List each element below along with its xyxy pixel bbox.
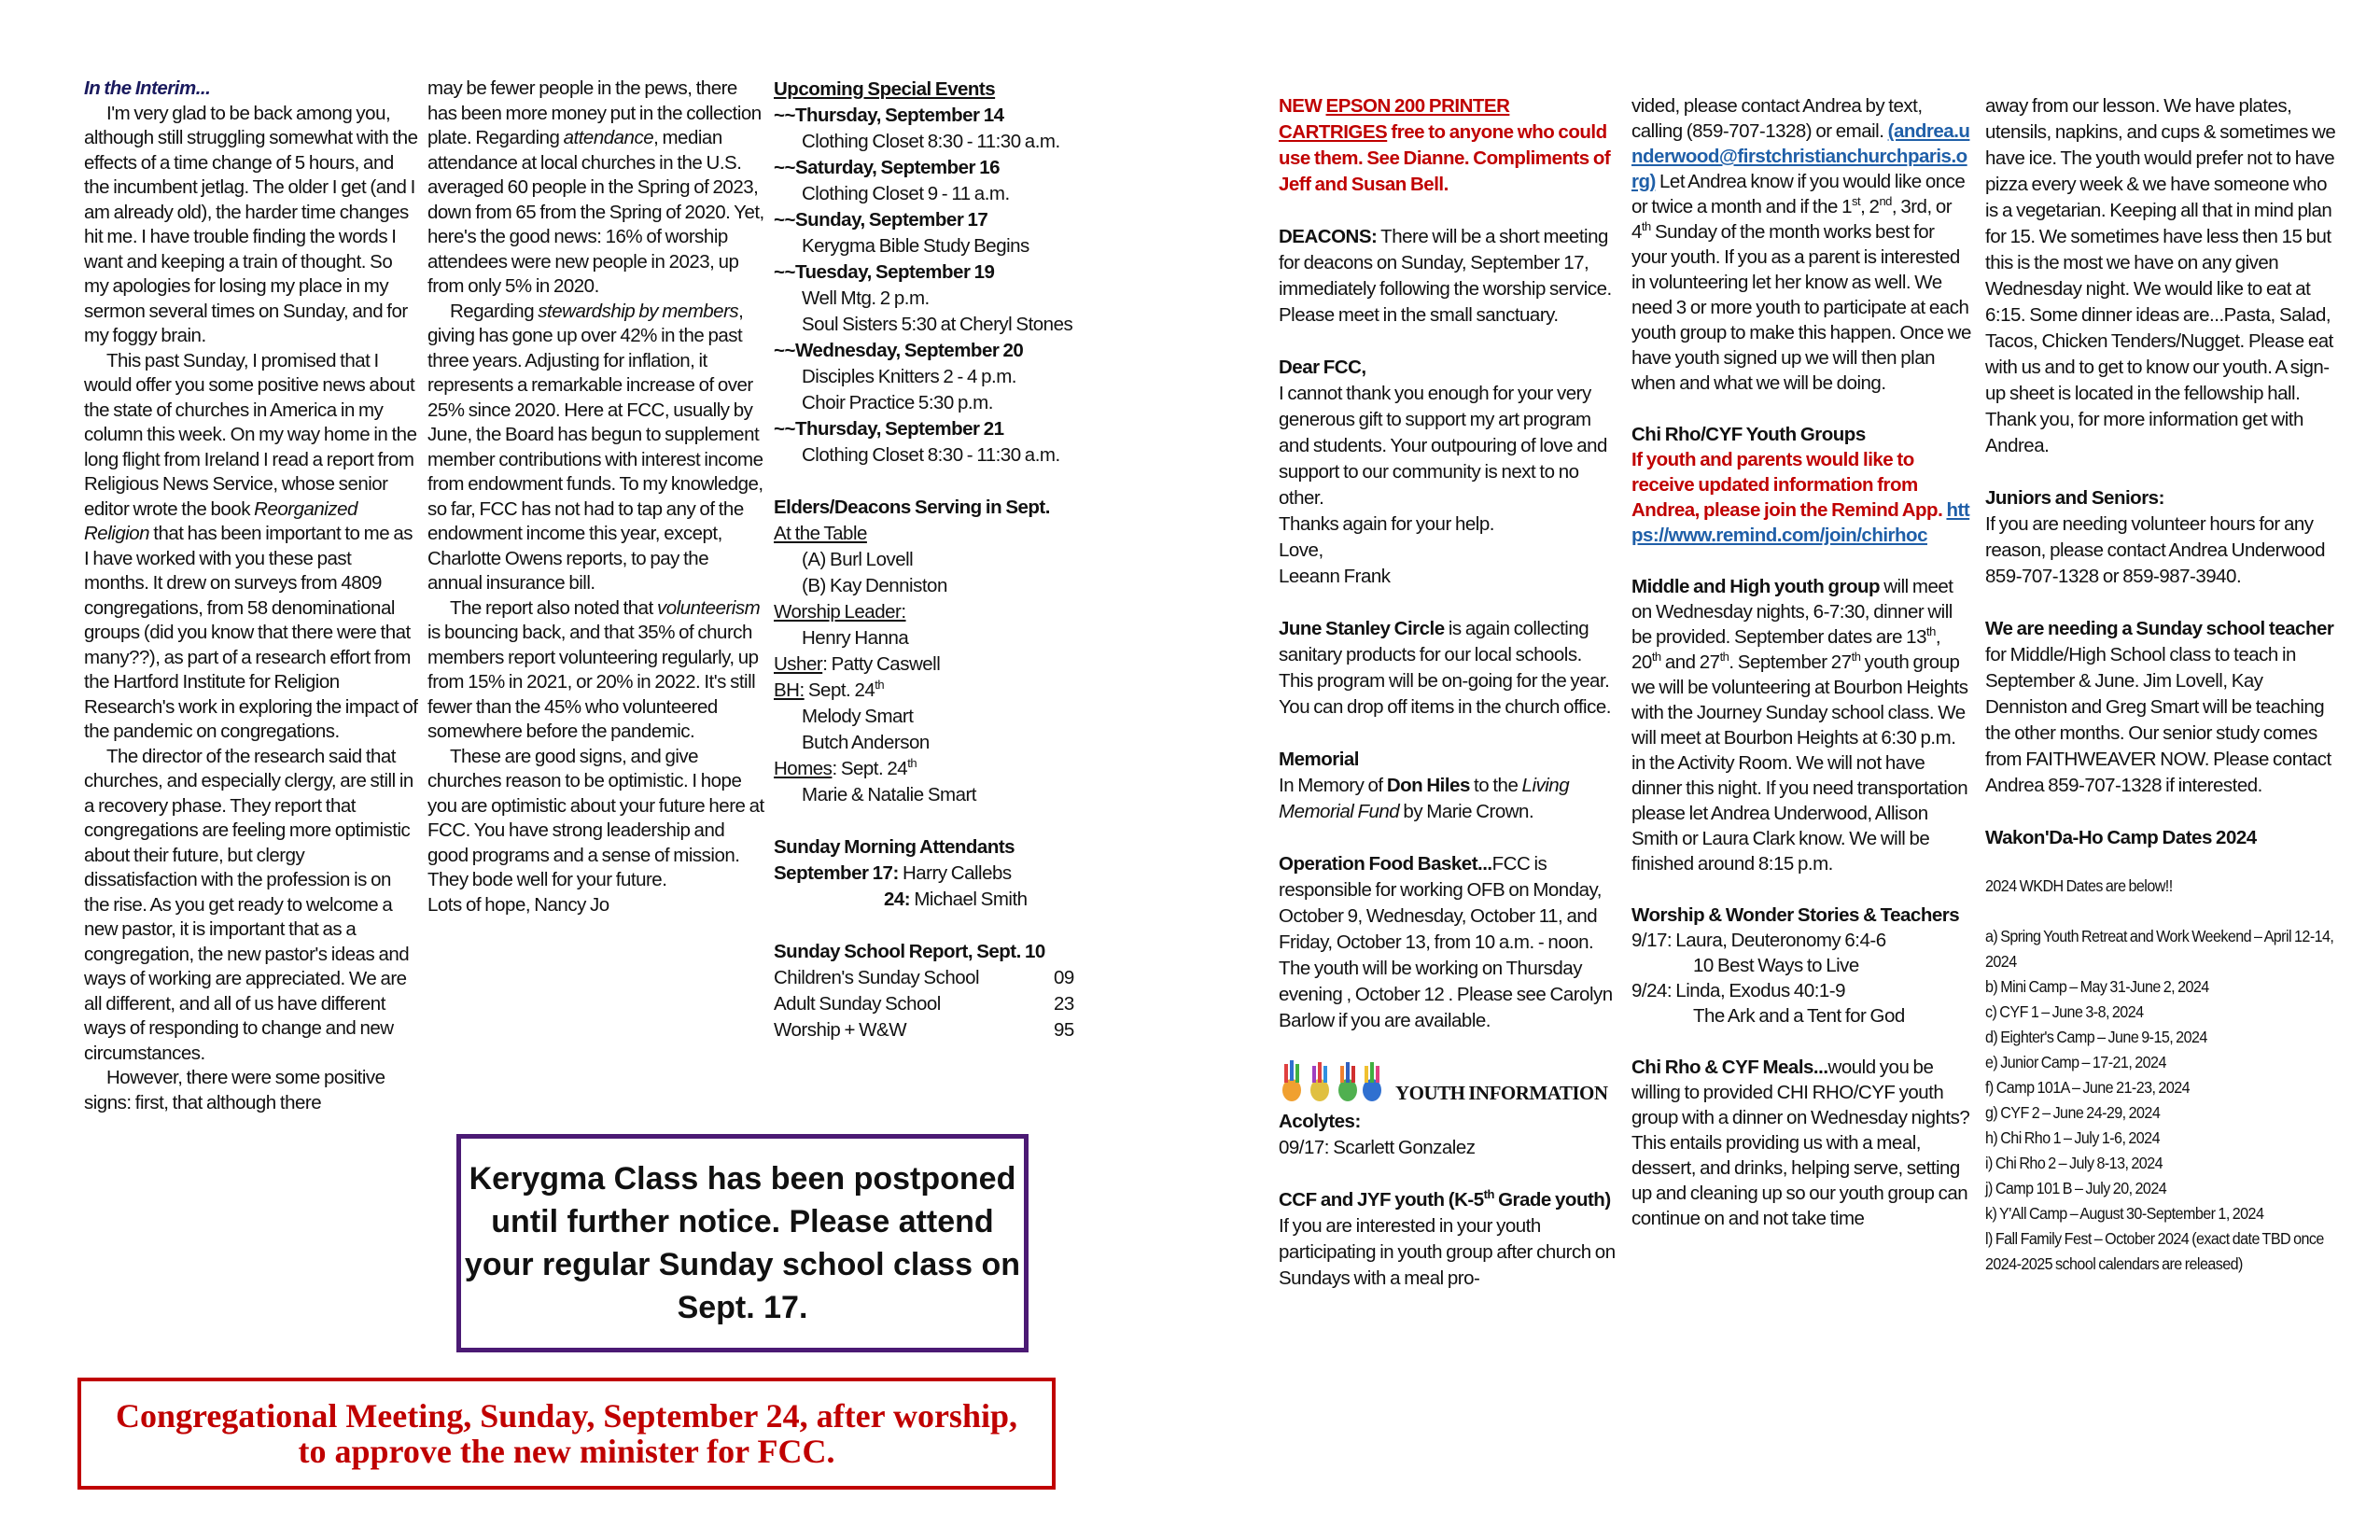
sunday-school-report: [774, 965, 1110, 1043]
text-run: would you be willing to provided CHI RHO/CYF youth group with a dinner on Wednesday nights? This entails providing us with a meal, dessert, and drinks, helping serve, setting up and cleaning up so our youth group can continue on and not take time: [1631, 1057, 1970, 1229]
text-run: ~~Thursday, September 21: [774, 418, 1004, 440]
text-paragraph: [774, 312, 1110, 338]
text-run: that has been important to me as I have worked with you these past months. It drew on surveys from 4809 congregations, from 58 denominational groups (did you know that there were that many??), as part of a research effort from the Hartford Institute for Religion Research's work in exploring the impact of the pandemic on congregations.: [84, 523, 418, 742]
section-heading: [1279, 355, 1617, 381]
wkdh-item: d) Eighter's Camp – June 9-15, 2024: [1985, 1028, 2207, 1046]
text-paragraph: [427, 300, 765, 596]
section-heading: [774, 338, 1110, 364]
text-run: FCC is responsible for working OFB on Monday, October 9, Wednesday, October 11, and Friday, October 13, from 10 a.m. - noon. The youth will be working on Thursday evening , October 12 . Please see Carolyn Barlow if you are available.: [1279, 853, 1613, 1031]
text-paragraph: [774, 233, 1110, 259]
text-paragraph: [774, 573, 1110, 599]
wkdh-item: j) Camp 101 B – July 20, 2024: [1985, 1179, 2167, 1197]
text-run: The Ark and a Tent for God: [1693, 1005, 1905, 1027]
text-run: th: [875, 678, 885, 693]
section-heading: [774, 155, 1110, 181]
text-paragraph: [774, 730, 1110, 756]
text-run: Memorial: [1279, 749, 1359, 770]
wkdh-list: [1985, 924, 2337, 1277]
text-run: ~~Thursday, September 14: [774, 105, 1004, 126]
text-run: Sept. 24: [804, 679, 875, 701]
wkdh-intro: 2024 WKDH Dates are below!!: [1985, 876, 2173, 895]
text-run: Don Hiles: [1386, 775, 1470, 796]
text-run: : Sept. 24: [832, 758, 908, 779]
text-run: Sunday Morning Attendants: [774, 836, 1015, 858]
text-paragraph: [1279, 1135, 1617, 1161]
text-paragraph: [427, 77, 765, 300]
column-in-the-interim: [84, 77, 418, 1115]
text-run: Reorganized Religion: [84, 497, 357, 544]
text-run: CCF and JYF youth (K-5: [1279, 1189, 1484, 1211]
text-run: Lots of hope, Nancy Jo: [427, 893, 609, 916]
text-paragraph: [84, 1066, 418, 1115]
text-paragraph: [1279, 851, 1617, 1034]
youth-notes: [1279, 1109, 1617, 1292]
text-run: Clothing Closet 8:30 - 11:30 a.m.: [802, 131, 1060, 152]
text-run: is bouncing back, and that 35% of church members report volunteering regularly, up from 15% in 2021, or 20% in 2022. It's still fewer than the 45% who volunteered somewhere before the pandemic.: [427, 622, 759, 742]
text-paragraph: [1631, 574, 1973, 876]
text-run: Upcoming Special Events: [774, 78, 996, 100]
congregational-meeting-box: [77, 1378, 1056, 1490]
text-run: th: [1483, 1187, 1494, 1202]
text-paragraph: [1631, 953, 1973, 978]
text-run: Elders/Deacons Serving in Sept.: [774, 497, 1050, 518]
text-paragraph: [1279, 224, 1617, 329]
text-run: BH:: [774, 679, 805, 701]
wkdh-item: l) Fall Family Fest – October 2024 (exact date TBD once 2024-2025 school calendars are released): [1985, 1229, 2324, 1273]
text-paragraph: [774, 782, 1110, 808]
section-heading: [1279, 747, 1617, 773]
text-run: Disciples Knitters 2 - 4 p.m.: [802, 366, 1016, 387]
text-paragraph: [1279, 93, 1617, 198]
section-heading: [84, 77, 418, 102]
text-run: by Marie Crown.: [1399, 801, 1534, 822]
text-run: If you are interested in your youth participating in youth group after church on Sundays with a meal pro-: [1279, 1215, 1616, 1289]
text-run: Juniors and Seniors:: [1985, 487, 2164, 509]
text-run: 10 Best Ways to Live: [1693, 955, 1859, 976]
text-run: Clothing Closet 9 - 11 a.m.: [802, 183, 1010, 204]
text-run: September 17:: [774, 862, 899, 884]
text-run: Usher: [774, 653, 823, 675]
text-run: , 2: [1860, 196, 1880, 217]
text-run: At the Table: [774, 523, 867, 544]
text-run: away from our lesson. We have plates, utensils, napkins, and cups & sometimes we have ice. The youth would prefer not to have pizza every week & we have someone who is a vegetarian. Keeping all that in mind plan for 15. We sometimes have less then 15 but this is the most we have on any given Wednesday night. We would like to eat at 6:15. Some dinner ideas are...Pasta, Salad, Tacos, Chicken Tenders/Nugget. Please eat with us and to get to know our youth. A sign-up sheet is located in the fellowship hall. Thank you, for more information get with Andrea.: [1985, 95, 2336, 456]
section-heading: [774, 103, 1110, 129]
kerygma-notice: Kerygma Class has been postponed until further notice. Please attend your regular Sunday school class on Sept. 17.: [464, 1161, 1021, 1325]
wkdh-item: k) Y'All Camp – August 30-September 1, 2024: [1985, 1204, 2264, 1223]
section-heading: [774, 495, 1110, 521]
report-value: 23: [1054, 993, 1074, 1015]
text-paragraph: [774, 364, 1110, 390]
text-run: Worship Leader:: [774, 601, 906, 623]
text-run: youth group we will be volunteering at Bourbon Heights with the Journey Sunday school class. We will meet at Bourbon Heights at 6:30 p.m. in the Activity Room. We will not have dinner this night. If you need transportation please let Andrea Underwood, Allison Smith or Laura Clark know. We will be finished around 8:15 p.m.: [1631, 651, 1968, 875]
column-announcements: [1279, 93, 1617, 1292]
text-paragraph: [774, 286, 1110, 312]
text-run: The report also noted that: [450, 596, 657, 619]
section-heading: [1985, 825, 2340, 851]
column-youth-groups: [1631, 93, 1973, 1231]
text-run: DEACONS:: [1279, 226, 1378, 247]
text-run: Well Mtg. 2 p.m.: [802, 287, 930, 309]
text-run: may be fewer people in the pews, there has been more money put in the collection plate. Regarding: [427, 77, 762, 148]
report-value: 09: [1054, 967, 1074, 988]
text-run: NEW: [1279, 95, 1326, 117]
link[interactable]: https://www.remind.com/join/chirhoc: [1631, 499, 1970, 546]
text-run: Dear FCC,: [1279, 357, 1366, 378]
text-paragraph: [774, 756, 1110, 782]
text-paragraph: [1631, 93, 1973, 396]
section-heading: [774, 416, 1110, 442]
text-run: Let Andrea know if you would like once or twice a month and if the 1: [1631, 171, 1966, 217]
text-run: Thanks again for your help.: [1279, 513, 1494, 535]
text-run: Acolytes:: [1279, 1111, 1361, 1132]
text-paragraph: [774, 390, 1110, 416]
text-run: st: [1852, 194, 1861, 209]
text-run: This past Sunday, I promised that I would offer you some positive news about the state of churches in America in my column this week. On my way home in the long flight from Ireland I read a report from Religious News Service, whose senior editor wrote the book: [84, 349, 417, 520]
text-run: Worship & Wonder Stories & Teachers: [1631, 904, 1960, 926]
sunday-school-report-title: Sunday School Report, Sept. 10: [774, 941, 1045, 962]
text-run: th: [1651, 650, 1661, 665]
text-run: Clothing Closet 8:30 - 11:30 a.m.: [802, 444, 1060, 466]
text-run: I cannot thank you enough for your very generous gift to support my art program and students. Your outpouring of love and support to our community is next to no other.: [1279, 383, 1607, 509]
report-row: [774, 965, 1110, 991]
text-paragraph: [1985, 93, 2340, 459]
meals-notes: [1985, 93, 2340, 851]
report-label: Children's Sunday School: [774, 967, 980, 988]
text-run: ~~Wednesday, September 20: [774, 340, 1024, 361]
text-paragraph: [1279, 511, 1617, 538]
text-run: stewardship by members: [538, 300, 739, 322]
text-paragraph: [1631, 1055, 1973, 1231]
section-heading: [774, 259, 1110, 286]
text-paragraph: [774, 181, 1110, 207]
text-run: However, there were some positive signs: first, that although there: [84, 1067, 385, 1113]
section-heading: [774, 834, 1110, 861]
report-value: 95: [1054, 1019, 1074, 1041]
text-paragraph: [774, 887, 1110, 913]
wkdh-item: a) Spring Youth Retreat and Work Weekend – April 12-14, 2024: [1985, 927, 2334, 971]
text-run: Living Memorial Fund: [1279, 775, 1570, 822]
text-paragraph: [1631, 978, 1973, 1003]
text-run: for Middle/High School class to teach in September & June. Jim Lovell, Kay Denniston and Greg Smart will be teaching the other months. Our senior study comes from FAITHWEAVER NOW. Please contact Andrea 859-707-1328 if interested.: [1985, 644, 2331, 796]
announcements: [1279, 93, 1617, 1034]
report-label: Worship + W&W: [774, 1019, 907, 1041]
text-run: Leeann Frank: [1279, 566, 1391, 587]
text-paragraph: [427, 893, 765, 918]
text-paragraph: [84, 349, 418, 745]
text-run: Melody Smart: [802, 706, 914, 727]
text-paragraph: [774, 861, 1110, 887]
text-paragraph: [774, 547, 1110, 573]
section-heading: [1631, 422, 1973, 447]
text-run: th: [907, 756, 917, 771]
text-run: (A) Burl Lovell: [802, 549, 914, 570]
section-heading: [1279, 1187, 1617, 1213]
text-run: Butch Anderson: [802, 732, 930, 753]
text-paragraph: [774, 521, 1110, 547]
text-run: . September 27: [1729, 651, 1852, 673]
youth-information-title: YOUTH INFORMATION: [1395, 1082, 1608, 1104]
youth-information-header: [1279, 1055, 1617, 1103]
text-run: th: [1851, 650, 1861, 665]
link[interactable]: (andrea.underwood@firstchristianchurchparis.org): [1631, 120, 1970, 192]
column-meals-and-camps: [1985, 93, 2340, 1277]
text-paragraph: [1279, 773, 1617, 825]
text-run: June Stanley Circle: [1279, 618, 1445, 639]
wkdh-item: i) Chi Rho 2 – July 8-13, 2024: [1985, 1154, 2163, 1172]
text-run: EPSON 200 PRINTER CARTRIGES: [1279, 95, 1510, 143]
text-run: Harry Callebs: [898, 862, 1012, 884]
text-run: Sunday of the month works best for your youth. If you as a parent is interested in volunteering let her know as well. We need 3 or more youth to participate at each youth group to make this happen. Once we have youth signed up we will then plan when and what we will be doing.: [1631, 221, 1971, 394]
column-pastor-letter-continued: [427, 77, 765, 917]
text-run: 9/24: Linda, Exodus 40:1-9: [1631, 980, 1846, 1001]
text-run: will meet on Wednesday nights, 6-7:30, dinner will be provided. September dates are 13: [1631, 576, 1953, 648]
text-paragraph: [774, 129, 1110, 155]
text-run: vided, please contact Andrea by text, calling (859-707-1328) or email.: [1631, 95, 1923, 142]
painted-hands-icon: [1279, 1055, 1386, 1103]
kerygma-notice-box: [456, 1134, 1029, 1352]
wkdh-item: f) Camp 101A – June 21-23, 2024: [1985, 1078, 2191, 1097]
column-events: [774, 77, 1110, 1043]
text-paragraph: [774, 599, 1110, 625]
text-run: nd: [1879, 194, 1892, 209]
section-heading: [1631, 903, 1973, 928]
text-run: Grade youth): [1493, 1189, 1611, 1211]
text-run: , 20: [1631, 626, 1941, 673]
text-run: These are good signs, and give churches reason to be optimistic. I hope you are optimistic about your future here at FCC. You have strong leadership and good programs and a sense of mission. They bode well for your future.: [427, 745, 764, 890]
text-run: There will be a short meeting for deacons on Sunday, September 17, immediately following the worship service. Please meet in the small sanctuary.: [1279, 226, 1612, 326]
report-label: Adult Sunday School: [774, 993, 941, 1015]
text-run: and 27: [1660, 651, 1720, 673]
text-paragraph: [774, 678, 1110, 704]
section-heading: [1279, 1109, 1617, 1135]
section-heading: [774, 77, 1110, 103]
text-run: to the: [1469, 775, 1522, 796]
text-run: Choir Practice 5:30 p.m.: [802, 392, 993, 413]
text-paragraph: [84, 745, 418, 1067]
text-run: th: [1719, 650, 1729, 665]
text-run: Marie & Natalie Smart: [802, 784, 977, 805]
text-paragraph: [84, 102, 418, 349]
text-run: ~~Saturday, September 16: [774, 157, 1000, 178]
text-run: 09/17: Scarlett Gonzalez: [1279, 1137, 1476, 1158]
text-run: (B) Kay Denniston: [802, 575, 947, 596]
text-run: Soul Sisters 5:30 at Cheryl Stones: [802, 314, 1073, 335]
text-run: free to anyone who could use them. See Dianne. Compliments of Jeff and Susan Bell.: [1279, 121, 1611, 195]
text-run: th: [1641, 219, 1651, 234]
text-run: ~~Sunday, September 17: [774, 209, 988, 231]
text-run: attendance: [563, 127, 654, 148]
text-run: In Memory of: [1279, 775, 1387, 796]
text-run: I'm very glad to be back among you, although still struggling somewhat with the effects of a time change of 5 hours, and the incumbent jetlag. The older I get (and I am already old), the harder time changes hit me. I have trouble finding the words I want and keeping a train of thought. So my apologies for losing my place in my sermon several times on Sunday, and for my foggy brain.: [84, 102, 418, 346]
text-run: Michael Smith: [910, 889, 1028, 910]
text-paragraph: [1985, 511, 2340, 590]
events-list: [774, 77, 1110, 913]
text-paragraph: [427, 745, 765, 893]
text-paragraph: [774, 651, 1110, 678]
text-run: Kerygma Bible Study Begins: [802, 235, 1029, 257]
text-run: 24:: [884, 889, 911, 910]
text-run: Henry Hanna: [802, 627, 909, 649]
text-run: In the Interim...: [84, 77, 211, 99]
text-run: , median attendance at local churches in the U.S. averaged 60 people in the Spring of 2023, down from 65 from the Spring of 2020. Yet, here's the good news: 16% of worship attendees were new people in 2023, up from only 5% in 2020.: [427, 127, 764, 297]
text-run: We are needing a Sunday school teacher: [1985, 618, 2334, 639]
text-paragraph: [427, 596, 765, 745]
section-heading: [1985, 485, 2340, 511]
text-run: Homes: [774, 758, 833, 779]
text-run: 9/17: Laura, Deuteronomy 6:4-6: [1631, 930, 1886, 951]
wkdh-item: b) Mini Camp – May 31-June 2, 2024: [1985, 977, 2209, 996]
wkdh-item: h) Chi Rho 1 – July 1-6, 2024: [1985, 1128, 2160, 1147]
wkdh-dates: [1985, 874, 2337, 1277]
text-paragraph: [1279, 381, 1617, 511]
text-run: , 3rd, or 4: [1631, 196, 1953, 243]
report-row: [774, 991, 1110, 1017]
text-run: , giving has gone up over 42% in the past three years. Adjusting for inflation, it represents a remarkable increase of over 25% since 2020. Here at FCC, usually by June, the Board has begun to supplement member contributions with interest income from endowment funds. To my knowledge, so far, FCC has not had to tap any of the endowment income this year, except, Charlotte Owens reports, to pay the annual insurance bill.: [427, 300, 763, 594]
report-row: [774, 1017, 1110, 1043]
text-run: Chi Rho & CYF Meals...: [1631, 1057, 1828, 1078]
text-paragraph: [1279, 564, 1617, 590]
text-run: Love,: [1279, 539, 1323, 561]
text-paragraph: [1631, 928, 1973, 953]
text-run: is again collecting sanitary products for our local schools. This program will be on-going for the year. You can drop off items in the church office.: [1279, 618, 1611, 718]
wkdh-item: e) Junior Camp – 17-21, 2024: [1985, 1053, 2166, 1071]
text-paragraph: [1279, 538, 1617, 564]
text-paragraph: [774, 704, 1110, 730]
text-run: Regarding: [450, 300, 539, 322]
text-paragraph: [1279, 616, 1617, 721]
text-run: Middle and High youth group: [1631, 576, 1881, 597]
wkdh-item: g) CYF 2 – June 24-29, 2024: [1985, 1103, 2161, 1122]
text-run: Chi Rho/CYF Youth Groups: [1631, 424, 1866, 445]
text-paragraph: [1631, 1003, 1973, 1029]
text-paragraph: [1631, 447, 1973, 548]
text-run: If youth and parents would like to receive updated information from Andrea, please join the Remind App.: [1631, 449, 1947, 521]
text-paragraph: [1985, 616, 2340, 799]
text-run: If you are needing volunteer hours for any reason, please contact Andrea Underwood 859-707-1328 or 859-987-3940.: [1985, 513, 2325, 587]
text-run: th: [1925, 624, 1936, 639]
text-run: The director of the research said that churches, and especially clergy, are still in a recovery phase. They report that congregations are feeling more optimistic about their future, but clergy dissatisfaction with the profession is on the rise. As you get ready to welcome a new pastor, it is important that as a congregation, the new pastor's ideas and ways of working are appreciated. We are all different, and all of us have different ways of responding to change and new circumstances.: [84, 745, 413, 1064]
section-heading: [774, 207, 1110, 233]
text-run: Wakon'Da-Ho Camp Dates 2024: [1985, 827, 2257, 848]
text-run: Operation Food Basket...: [1279, 853, 1492, 875]
text-paragraph: [774, 625, 1110, 651]
text-run: : Patty Caswell: [822, 653, 941, 675]
text-paragraph: [1279, 1213, 1617, 1292]
congregational-meeting-notice: Congregational Meeting, Sunday, September 24, after worship, to approve the new minister for FCC.: [115, 1397, 1017, 1470]
text-run: ~~Tuesday, September 19: [774, 261, 995, 283]
text-run: volunteerism: [656, 596, 761, 619]
wkdh-item: c) CYF 1 – June 3-8, 2024: [1985, 1002, 2144, 1021]
text-paragraph: [774, 442, 1110, 469]
